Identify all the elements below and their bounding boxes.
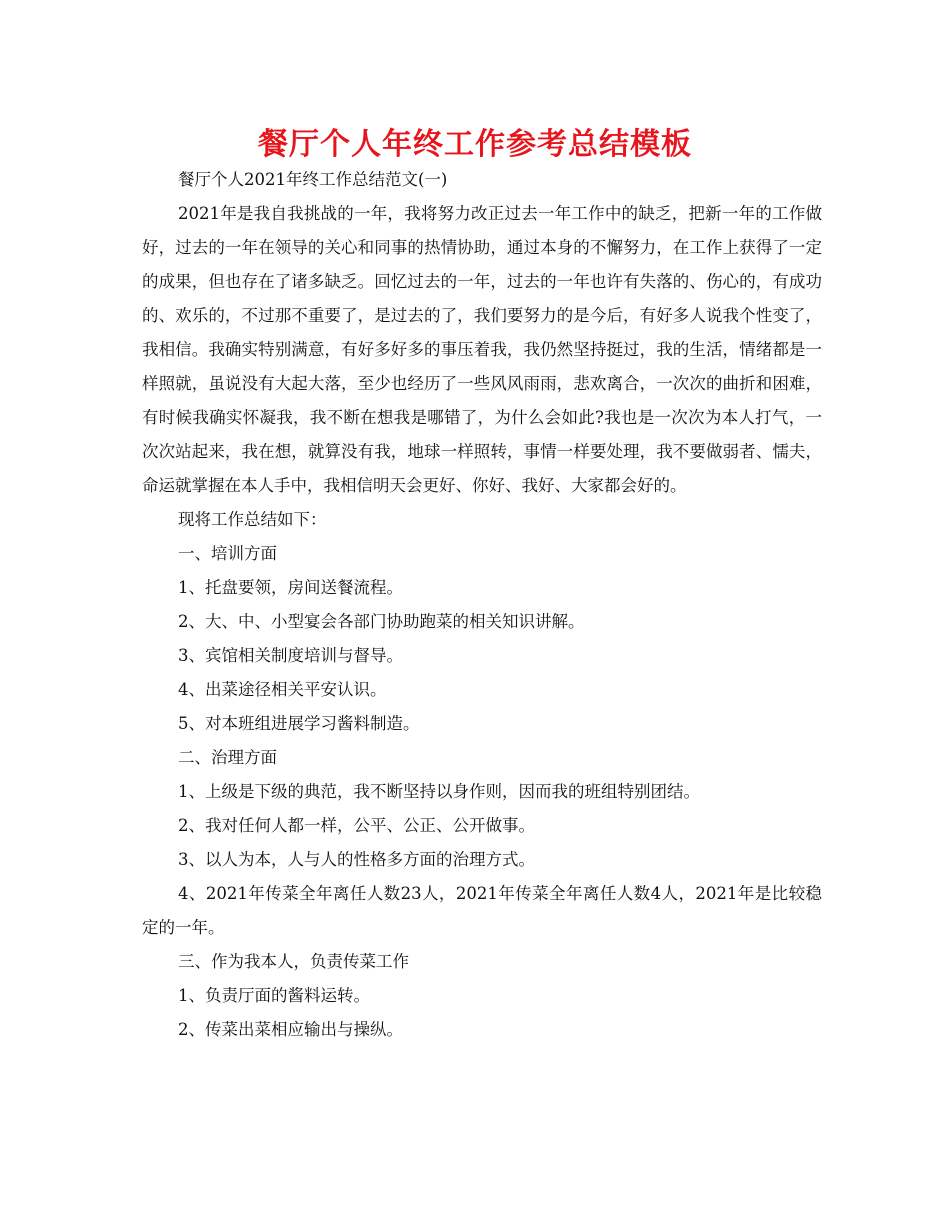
list-item: 4、2021年传菜全年离任人数23人，2021年传菜全年离任人数4人，2021年是比较稳定的一年。 [142, 884, 822, 937]
list-item: 3、宾馆相关制度培训与督导。 [178, 646, 403, 665]
intro-paragraph: 2021年是我自我挑战的一年，我将努力改正过去一年工作中的缺乏，把新一年的工作做好，过去的一年在领导的关心和同事的热情协助，通过本身的不懈努力，在工作上获得了一定的成果，但也存在了诸多缺乏。回忆过去的一年，过去的一年也许有失落的、伤心的，有成功的、欢乐的，不过那不重要了，是过去的了，我们要努力的是今后，有好多人说我个性变了，我相信。我确实特别满意，有好多好多的事压着我，我仍然坚持挺过，我的生活，情绪都是一样照就，虽说没有大起大落，至少也经历了一些风风雨雨，悲欢离合，一次次的曲折和困难，有时候我确实怀凝我，我不断在想我是哪错了，为什么会如此?我也是一次次为本人打气，一次次站起来，我在想，就算没有我，地球一样照转，事情一样要处理，我不要做弱者、懦夫，命运就掌握在本人手中，我相信明天会更好、你好、我好、大家都会好的。 [142, 204, 822, 495]
list-item: 2、传菜出菜相应输出与操纵。 [178, 1020, 403, 1039]
list-item: 2、我对任何人都一样，公平、公正、公开做事。 [178, 816, 535, 835]
document-body [142, 163, 822, 1047]
list-item: 3、以人为本，人与人的性格多方面的治理方式。 [178, 850, 535, 869]
list-item: 1、上级是下级的典范，我不断坚持以身作则，因而我的班组特别团结。 [178, 782, 700, 801]
summary-lead: 现将工作总结如下： [178, 510, 327, 529]
section-heading-management: 二、治理方面 [178, 748, 277, 767]
list-item: 5、对本班组进展学习酱料制造。 [178, 714, 420, 733]
list-item: 2、大、中、小型宴会各部门协助跑菜的相关知识讲解。 [178, 612, 585, 631]
section-heading-training: 一、培训方面 [178, 544, 277, 563]
list-item: 1、托盘要领，房间送餐流程。 [178, 578, 403, 597]
document-title: 餐厅个人年终工作参考总结模板 [258, 127, 692, 162]
list-item: 4、出菜途径相关平安认识。 [178, 680, 387, 699]
section-heading-personal: 三、作为我本人，负责传菜工作 [178, 952, 409, 971]
list-item: 1、负责厅面的酱料运转。 [178, 986, 370, 1005]
subtitle: 餐厅个人2021年终工作总结范文(一) [178, 170, 448, 189]
